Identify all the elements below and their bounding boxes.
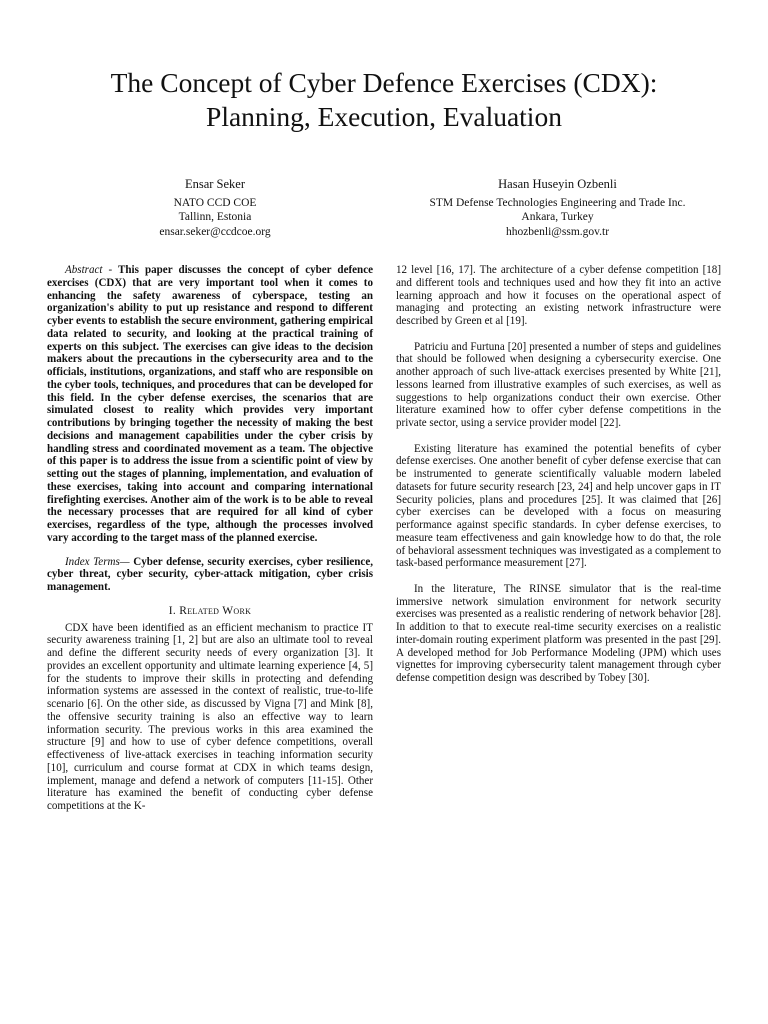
author-location: Tallinn, Estonia	[178, 211, 252, 223]
abstract-label: Abstract -	[65, 264, 113, 276]
right-paragraph-3: Existing literature has examined the potential benefits of cyber defense exercises. One another benefit of cyber defense exercise that can be instrumented to generate scientifically valuable modern labeled datasets for future security research [23, 24] and help uncover gaps in IT Security policies, plans and procedures [25]. It was claimed that [26] cyber exercises can be developed with a focus on measuring performance against specific standards. In cyber defense exercises, to measure team effectiveness and gain knowledge how to do that, the role of behavioral assessment techniques was investigated as a complement to task-based performance measurement [27].	[396, 442, 721, 570]
left-column	[47, 264, 373, 813]
author-location: Ankara, Turkey	[521, 211, 594, 223]
author-name: Hasan Huseyin Ozbenli	[498, 177, 617, 191]
abstract-text: This paper discusses the concept of cyber defence exercises (CDX) that are very important tool when it comes to enhancing the safety awareness of cyberspace, testing an organization's ability to put up resistance and respond to different cyber events to establish the secure environment, gathering empirical data related to security, and looking at the practical training of experts on this subject. The exercises can give ideas to the decision makers about the precautions in the cybersecurity area and to the officials, institutions, organizations, and staff who are responsible on the cyber tools, techniques, and procedures that can be developed for this field. In the cyber defense exercises, the scenarios that are simulated closest to reality which provides very important contributions by bringing together the necessity of making the best decisions and management capabilities under the cyber crisis by handling stress and coordinated movement as a team. The objective of this paper is to address the issue from a scientific point of view by setting out the stages of planning, implementation, and evaluation of these exercises, taking into account and comparing international firefighting exercises. Another aim of the work is to be able to reveal the necessary processes that are required for all kind of cyber exercises, regardless of the type, although the processes involved vary according to the target mass of the planned exercise.	[47, 264, 374, 544]
index-terms	[47, 556, 373, 594]
index-terms-label: Index Terms—	[65, 555, 130, 568]
title-line-2: Planning, Execution, Evaluation	[206, 101, 562, 132]
author-email: hhozbenli@ssm.gov.tr	[505, 225, 610, 238]
right-column	[396, 264, 721, 685]
abstract	[47, 264, 373, 545]
author-affiliation: NATO CCD COE	[173, 196, 257, 209]
left-body-paragraph: CDX have been identified as an efficient mechanism to practice IT security awareness training [1, 2] but are also an ultimate tool to reveal and define the different security needs of every organization [3]. It provides an excellent opportunity and ultimate learning experience [4, 5] for the students to improve their skills in protecting and defending information systems are assessed in the context of realistic, true-to-life scenario [6]. On the other side, as discussed by Vigna [7] and Mink [8], the offensive security training is also an effective way to learn information security. The previous works in this area examined the structure [9] and how to use of cyber defence competitions, overall effectiveness of live-attack exercises in teaching information security [10], curriculum and course format at CDX in which teams design, implement, manage and defend a network of computers [11-15]. Other literature has examined the benefit of conducting cyber defense competitions at the K-	[47, 621, 373, 812]
section-heading: I. Related Work	[168, 604, 252, 617]
paper-title	[40, 66, 728, 134]
author-affiliation: STM Defense Technologies Engineering and Trade Inc.	[429, 196, 686, 209]
right-paragraph-2: Patriciu and Furtuna [20] presented a number of steps and guidelines that should be followed when designing a cybersecurity exercise. One another approach of such live-attack exercises presented by White [21], lessons learned from illustrative examples of such exercises, as well as suggestions to help organizations conduct their own exercise. Other literature examined how to offer cyber defense competitions in the private sector, using a service provider model [22].	[396, 340, 721, 429]
right-paragraph-1: 12 level [16, 17]. The architecture of a cyber defense competition [18] and different tools and techniques used and how they fit into an active learning approach and how it focuses on the operational aspect of managing and protecting an existing network infrastructure were described by Green et al [19].	[396, 264, 721, 327]
author-email: ensar.seker@ccdcoe.org	[159, 225, 271, 238]
author-block-2	[385, 177, 730, 239]
right-paragraph-4: In the literature, The RINSE simulator that is the real-time immersive network simulation environment for network security exercises was presented as a realistic rendering of network behavior [28]. In addition to that to execute real-time security exercises on a realistic inter-domain routing experiment platform was presented in the past [29]. A developed method for Job Performance Modeling (JPM) which uses vignettes for improving cybersecurity talent management through cyber defense competition design was described by Tobey [30].	[396, 582, 721, 684]
title-line-1: The Concept of Cyber Defence Exercises (CDX):	[110, 67, 658, 98]
author-block-1	[110, 177, 320, 239]
index-terms-text: Cyber defense, security exercises, cyber resilience, cyber threat, cyber security, cyber-attack mitigation, cyber crisis management.	[47, 555, 374, 593]
author-name: Ensar Seker	[184, 177, 246, 191]
